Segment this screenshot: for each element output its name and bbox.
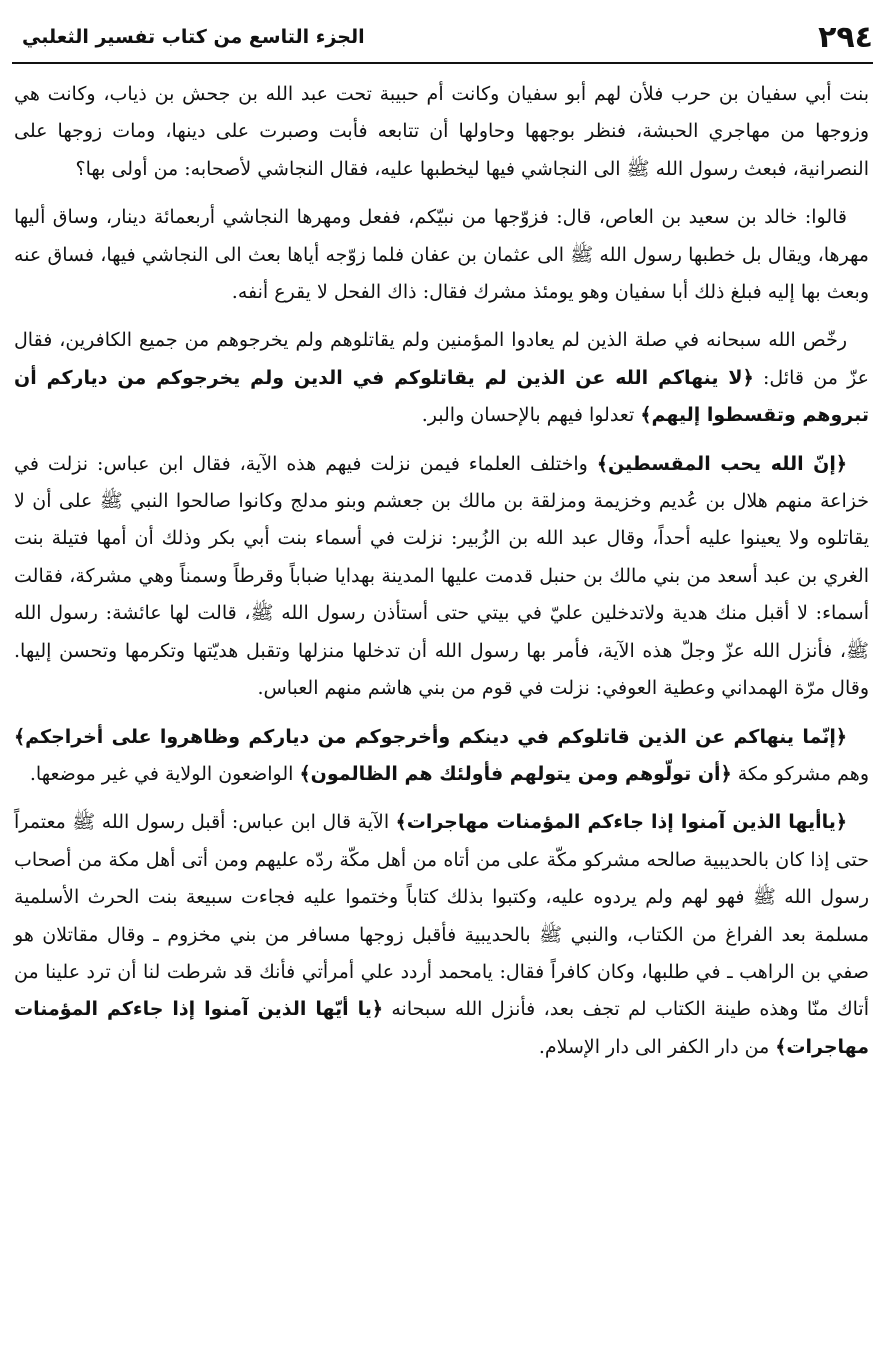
text-run: واختلف العلماء فيمن نزلت فيهم هذه الآية، فقال ابن عباس: نزلت في خزاعة منهم هلال بن عُديم وخزيمة ومزلقة بن مالك بن جعشم وبنو مدلج وكانوا صالحوا النبي ﷺ على أن لا يقاتلوه ولا يعينوا عليه أحداً، وقال عبد الله بن الزُبير: نزلت في أسماء بنت أبي بكر وذلك أن أمها فتيلة بنت الغري بن عبد أسعد من بني مالك بن حنبل قدمت عليها المدينة بهدايا ضباباً وقرطاً وسمناً وهي مشركة، فقالت أسماء: لا أقبل منك هدية ولاتدخلين عليّ في بيتي حتى أستأذن رسول الله ﷺ، قالت لها عائشة: رسول الله ﷺ، فأنزل الله عزّ وجلّ هذه الآية، فأمر بها رسول الله أن تدخلها منزلها وتقبل هديّتها وتكرمها وتحسن إليها. وقال مرّة الهمداني وعطية العوفي: نزلت في قوم من بني هاشم منهم العباس. xyxy=(14,452,869,700)
text-run: وهم مشركو مكة xyxy=(731,762,869,785)
header-divider xyxy=(12,62,873,64)
quran-verse: ﴿يا أيّها الذين آمنوا إذا جاءكم المؤمنات مهاجرات﴾ xyxy=(14,998,869,1058)
paragraph xyxy=(14,446,869,708)
quran-verse: ﴿ياأيها الذين آمنوا إذا جاءكم المؤمنات مهاجرات﴾ xyxy=(395,811,847,834)
paragraph xyxy=(14,804,869,1066)
text-run: من دار الكفر الى دار الإسلام. xyxy=(538,1035,776,1058)
paragraph xyxy=(14,199,869,311)
quran-verse: ﴿إنّ الله يحب المقسطين﴾ xyxy=(596,452,848,475)
text-run: رخّص الله سبحانه في صلة الذين لم يعادوا المؤمنين ولم يقاتلوهم ولم يخرجوهم من جميع الكافرين، فقال عزّ من قائل: xyxy=(14,329,870,389)
page-header xyxy=(12,14,873,60)
paragraph xyxy=(14,719,869,794)
text-run: تعدلوا فيهم بالإحسان والبر. xyxy=(421,404,641,427)
paragraph xyxy=(14,322,869,434)
text-run: الواضعون الولاية في غير موضعها. xyxy=(29,762,300,785)
text-run: بنت أبي سفيان بن حرب فلأن لهم أبو سفيان وكانت أم حبيبة تحت عبد الله بن جحش بن ذياب، وكانت هي وزوجها من مهاجري الحبشة، فنظر بوجهها وحاولها أن تتابعه فأبت وصبرت على دينها، ومات زوجها على النصرانية، فبعث رسول الله ﷺ الى النجاشي فيها ليخطبها عليه، فقال النجاشي لأصحابه: من أولى بها؟ xyxy=(14,83,869,180)
paragraph xyxy=(14,76,869,188)
quran-verse: ﴿إنّما ينهاكم عن الذين قاتلوكم في دينكم وأخرجوكم من دياركم وظاهروا على أخراجكم﴾ xyxy=(14,725,847,748)
page-number: ٢٩٤ xyxy=(818,19,873,55)
text-run: قالوا: خالد بن سعيد بن العاص، قال: فزوّجها من نبيّكم، ففعل ومهرها النجاشي أربعمائة دينار، وساق أليها مهرها، ويقال بل خطبها رسول الله ﷺ الى عثمان بن عفان فلما زوّجه أياها بعث الى النجاشي فيها، فساق عنه وبعث بها إليه فبلغ ذلك أبا سفيان وهو يومئذ مشرك فقال: ذاك الفحل لا يقرع أنفه. xyxy=(14,206,869,304)
quran-verse: ﴿لا ينهاكم الله عن الذين لم يقاتلوكم في الدين ولم يخرجوكم من دياركم أن تبروهم وتقسطوا إليهم﴾ xyxy=(14,366,869,427)
body-text xyxy=(14,76,869,1077)
quran-verse: ﴿أن تولّوهم ومن يتولهم فأولئك هم الظالمون﴾ xyxy=(299,762,732,785)
running-title: الجزء التاسع من كتاب تفسير الثعلبي xyxy=(22,26,365,48)
text-run: الآية قال ابن عباس: أقبل رسول الله ﷺ معتمراً حتى إذا كان بالحديبية صالحه مشركو مكّة على من أتاه من أهل مكّة ردّه عليهم ومن أتى أهل مكة من أصحاب رسول الله ﷺ فهو لهم ولم يردوه عليه، وكتبوا بذلك كتاباً وختموا عليه فجاءت سبيعة بنت الحرث الأسلمية مسلمة بعد الفراغ من الكتاب، والنبي ﷺ بالحديبية فأقبل زوجها مسافر من بني مخزوم ـ وقال مقاتلان هو صفي بن الراهب ـ في طلبها، وكان كافراً فقال: يامحمد أردد علي أمرأتي فأنك قد شرطت لنا أن ترد علينا من أتاك منّا وهذه طينة الكتاب لم تجف بعد، فأنزل الله سبحانه xyxy=(14,811,869,1021)
